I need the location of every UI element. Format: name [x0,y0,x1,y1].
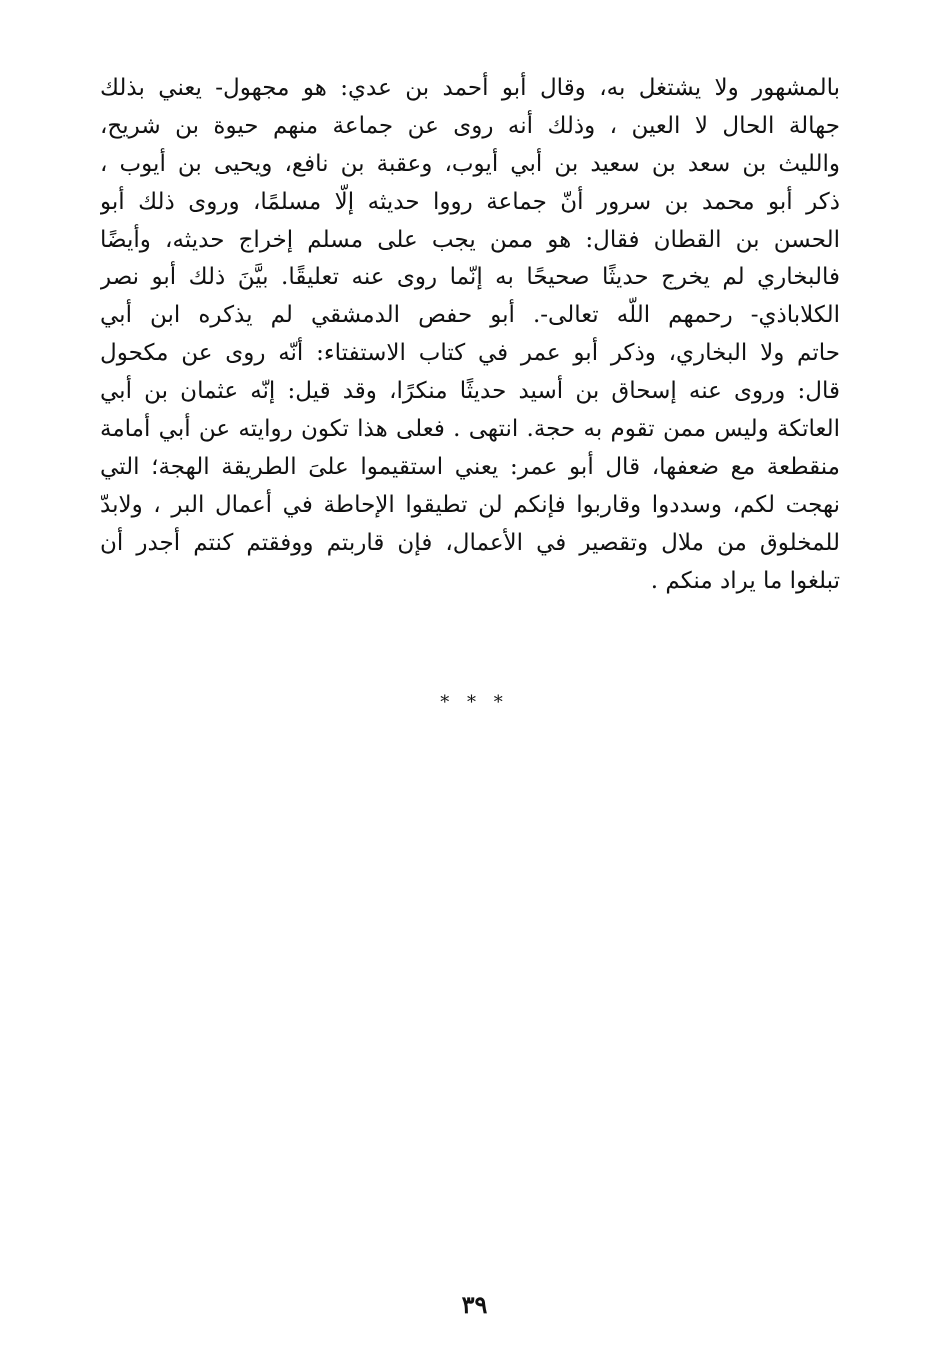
text-line-10: العاتكة وليس ممن تقوم به حجة. انتهى . فعلى هذا تكون روايته عن أبي أمامة [100,416,840,443]
text-line-12: نهجت لكم، وسددوا وقاربوا فإنكم لن تطيقوا الإحاطة في أعمال البر ، ولابدّ [100,491,840,518]
text-line-1: بالمشهور ولا يشتغل به، وقال أبو أحمد بن عدي: هو مجهول- يعني بذلك [100,75,840,101]
text-line-9: قال: وروى عنه إسحاق بن أسيد حديثًا منكرًا، وقد قيل: إنّه عثمان بن أبي [100,378,840,405]
section-separator: * * * [440,692,509,713]
text-line-4: ذكر أبو محمد بن سرور أنّ جماعة رووا حديثه إلّا مسلمًا، وروى ذلك أبو [100,188,840,215]
text-line-2: جهالة الحال لا العين ، وذلك أنه روى عن جماعة منهم حيوة بن شريح، [100,112,840,139]
text-line-3: والليث بن سعد بن سعيد بن أبي أيوب، وعقبة بن نافع، ويحيى بن أيوب ، [100,150,840,177]
text-line-7: الكلاباذي- رحمهم اللّه تعالى-. أبو حفص الدمشقي لم يذكره ابن أبي [100,302,840,329]
page-number: ٣٩ [461,1290,488,1319]
text-line-13: للمخلوق من ملال وتقصير في الأعمال، فإن قاربتم ووفقتم كنتم أجدر أن [100,529,840,556]
text-line-8: حاتم ولا البخاري، وذكر أبو عمر في كتاب الاستفتاء: أنّه روى عن مكحول [100,340,840,367]
text-line-5: الحسن بن القطان فقال: هو ممن يجب على مسلم إخراج حديثه، وأيضًا [100,226,840,253]
text-line-11: منقطعة مع ضعفها، قال أبو عمر: يعني استقيموا علىَ الطريقة الهجة؛ التي [100,453,840,480]
text-line-6: فالبخاري لم يخرج حديثًا صحيحًا به إنّما روى عنه تعليقًا. بيَّنَ ذلك أبو نصر [100,264,840,291]
body-text [100,70,840,600]
text-line-14: تبلغوا ما يراد منكم . [650,567,840,594]
